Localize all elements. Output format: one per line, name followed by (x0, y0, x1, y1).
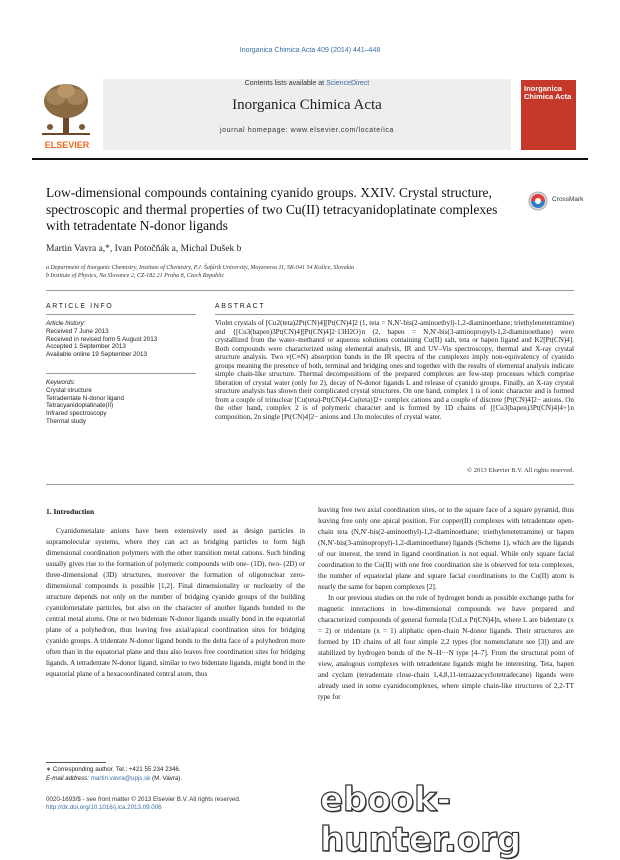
affiliation-b: b Institute of Physics, Na Slovance 2, CZ-182 21 Praha 8, Czech Republic (46, 273, 225, 279)
corresponding-author-footnote (46, 766, 306, 783)
intro-right-column (318, 505, 574, 703)
divider-top (46, 290, 574, 291)
keywords-rule (46, 373, 196, 374)
keywords-label: Keywords: (46, 379, 76, 386)
journal-title-box (103, 79, 511, 150)
journal-citation[interactable]: Inorganica Chimica Acta 409 (2014) 441–448 (239, 47, 381, 54)
keyword-item: Crystal structure (46, 386, 92, 394)
front-matter (46, 796, 346, 812)
sciencedirect-link[interactable]: ScienceDirect (326, 80, 370, 87)
intro-paragraph: leaving free two axial coordination sites, or to the square face of a square pyramid, thus leaving free only one apical position. For copper(II) complexes with tetradentate open-chain teta (N,N′-bis(2-aminoethyl)-1,2-diaminoethane; triethylenetetramine) or bapen (N,N′-bis(3-aminopropyl)-1,2-diaminoethane) ligands (Scheme 1), which are the ligands of our interest, the trend in ligand coordination is not equal. While only square facial coordination to the Cu(II) with one free coordination site is observed for teta complexes, the number of equatorial plane and square facial coordinations to the Cu(II) atom is nearly the same for bapen complexes [2]. (318, 506, 574, 591)
article-history (46, 320, 196, 359)
email-label: E-mail address: (46, 774, 91, 782)
keyword-item: Tetracyanidoplatinate(II) (46, 402, 114, 410)
abstract-rule (215, 314, 574, 315)
article-title: Low-dimensional compounds containing cyanido groups. XXIV. Crystal structure, spectroscopic and thermal properties of two Cu(II) tetracyanidoplatinate complexes with tetradentate N-donor ligands (46, 185, 498, 233)
affiliation-a: a Department of Inorganic Chemistry, Institute of Chemistry, P.J. Šafárik University, Moyzesova 11, SK-041 54 Košice, Slovakia (46, 265, 355, 271)
history-item: Accepted 1 September 2013 (46, 343, 126, 351)
history-item: Received in revised form 5 August 2013 (46, 335, 158, 343)
section-heading: 1. Introduction (46, 507, 95, 516)
crossmark-icon[interactable] (528, 191, 548, 211)
history-item: Available online 19 September 2013 (46, 351, 148, 359)
abstract-text: Violet crystals of [Cu2(teta)2Pt(CN)4][Pt(CN)4]2 (1, teta = N,N′-bis(2-aminoethyl)-1,2-diaminoethane; triethylenetetramine) and {[Cu3(bapen)3Pt(CN)4][Pt(CN)4]2·13H2O}n (2, bapen = N,N′-bis(3-aminopropyl)-1,2-diaminoethane) were crystallized from the water–methanol or aqueous solutions containing Cu(II) salt, teta or bapen ligand and K2[Pt(CN)4]. Both compounds were characterized using elemental analysis, IR and UV–Vis spectroscopy, thermal and X-ray crystal structure analysis. Two ν(C≡N) absorption bands in the IR spectra of the complexes imply non-equivalency of cyanido groups meaning the presence of both, terminal and bridging ones and together with the results of elemental analysis indicate simple chain-like structure. Thermal decompositions of the prepared complexes are few-step processes which comprise liberation of crystal water (only for 2), decay of N-donor ligands L and release of cyanido groups. Finally, an X-ray crystal structure analysis has shown their complicated crystal structures. On one hand, complex 1 is of ionic character and is formed from a couple of trinuclear [Cu(teta)-Pt(CN)4-Cu(teta)]2+ complex cations and a couple of discrete [Pt(CN)4]2− anions. On the other hand, complex 2 is of polymeric character and is formed by 1D chains of {[Cu3(bapen)3Pt(CN)4]4+}n composition, 2n single [Pt(CN)4]2− anions and 13n molecules of crystal water. (215, 319, 574, 422)
keywords-block (46, 379, 196, 426)
cover-title: Inorganica Chimica Acta (524, 84, 572, 101)
corresponding-note: ∗ Corresponding author. Tel.: +421 55 234 2346. (46, 766, 181, 773)
journal-homepage[interactable]: journal homepage: www.elsevier.com/locate/ica (219, 127, 395, 134)
history-label: Article history: (46, 320, 86, 327)
intro-paragraph: In our previous studies on the role of hydrogen bonds as possible exchange paths for magnetic interactions in low-dimensional compounds we have prepared and characterized compounds of general formula [CuLx Pt(CN)4]n, where L are bidentate (x = 2) or tridentate (x = 1) aliphatic open-chain N-donor ligands. Their structures are formed by 1D chains of all four simple 2,2 types (for nomenclature see [3]) and are stabilized by hydrogen bonds of the N–H···N type [4–7]. From the structural point of view, analogous complexes with tetradentate ligands might be interesting. Teta, bapen and cyclam (tetradentate close-chain 1,4,8,11-tetraazacyclotetradecane) ligands were already used in some cyanidocomplexes, where simple chain-like structures of 2,2-TT type for (318, 594, 574, 701)
watermark: ebook-hunter.org (320, 780, 522, 860)
doi-link[interactable]: http://dx.doi.org/10.1016/j.ica.2013.09.006 (46, 804, 162, 811)
elsevier-tree-logo (36, 79, 96, 139)
crossmark-label[interactable]: CrossMark (552, 196, 584, 203)
intro-left-column: Cyanidometalate anions have been extensively used as design particles in supramolecular systems, where they can act as bridging particles to form high dimensional coordination polymers with the other transition metal cations. Such binding usually gives rise to the formation of polymeric compounds with one- (1D), two- (2D) or three-dimensional (3D) structures, moreover the formation of oligonuclear zero-dimensional compounds is possible [1,2]. Final dimensionality or nuclearity of the structure depends not only on the number of bridging cyanido groups of the building cyanidometalate particles, but also on the character of another ligands bonded to the central metal atoms. One or two bidentate N-donor ligands usually bond in the equatorial plane of a polyhedron, thus leaving free axial/apical coordination sites for bridging cyanido groups. A tridentate N-donor ligand bonds to the delta face of a polyhedron more often than in the equatorial plane and thus also leaves free coordination sites for bridging ligands. A tetradentate N-donor ligand, similar to two bidentate ligands, might bond in the equatorial plane of a hexacoordinated central atom, thus (46, 527, 305, 678)
footnote-rule (46, 762, 106, 763)
abstract-heading: ABSTRACT (215, 303, 266, 310)
publisher-name: ELSEVIER (44, 140, 90, 150)
contents-line (103, 80, 511, 87)
article-info-rule (46, 314, 196, 315)
copyright-notice: © 2013 Elsevier B.V. All rights reserved. (467, 467, 574, 474)
email-link[interactable]: martin.vavra@upjs.sk (90, 774, 151, 782)
email-suffix: (M. Vavra). (150, 774, 183, 782)
article-info-heading: ARTICLE INFO (46, 303, 114, 310)
divider-bottom (46, 484, 574, 485)
journal-name: Inorganica Chimica Acta (232, 97, 382, 113)
keyword-item: Thermal study (46, 417, 86, 425)
keyword-item: Infrared spectroscopy (46, 410, 107, 418)
issn-line: 0020-1693/$ - see front matter © 2013 Elsevier B.V. All rights reserved. (46, 796, 241, 803)
keyword-item: Tetradentate N-donor ligand (46, 394, 125, 402)
email-line (46, 775, 306, 784)
author-list: Martin Vavra a,*, Ivan Potočňák a, Michal Dušek b (46, 244, 242, 254)
contents-prefix: Contents lists available at (244, 80, 327, 87)
history-item: Received 7 June 2013 (46, 327, 109, 335)
